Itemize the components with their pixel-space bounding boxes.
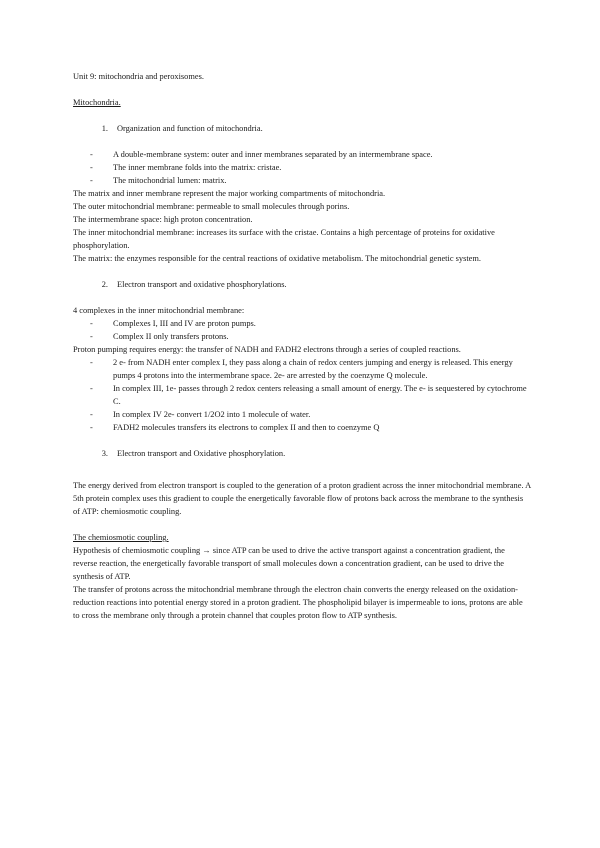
paragraph: 4 complexes in the inner mitochondrial membrane: <box>73 306 245 315</box>
paragraph: The matrix: the enzymes responsible for the central reactions of oxidative metabolism. The mitochondrial genetic system. <box>73 254 482 263</box>
paragraph: Proton pumping requires energy: the transfer of NADH and FADH2 electrons through a series of coupled reactions. <box>73 345 461 354</box>
bullet-list <box>73 317 531 343</box>
list-item: - A double-membrane system: outer and inner membranes separated by an intermembrane space. <box>90 150 433 159</box>
section-2-heading <box>73 278 531 291</box>
document-page <box>73 70 531 622</box>
paragraph: The intermembrane space: high proton concentration. <box>73 215 253 224</box>
paragraph: The energy derived from electron transport is coupled to the generation of a proton gradient across the inner mitochondrial membrane. A 5th protein complex uses this gradient to couple the energetically favorable flow of protons back across the membrane to the synthesis of ATP: chemiosmotic coupling. <box>73 481 531 516</box>
bullet-list <box>73 356 531 434</box>
document-title: Unit 9: mitochondria and peroxisomes. <box>73 72 204 81</box>
paragraph: The matrix and inner membrane represent the major working compartments of mitochondria. <box>73 189 386 198</box>
section-number: 1. <box>101 124 108 133</box>
paragraph: Hypothesis of chemiosmotic coupling → since ATP can be used to drive the active transport against a concentration gradient, the reverse reaction, the energetically favorable transport of small molecules down a concentration gradient, can be used to drive the synthesis of ATP. <box>73 546 505 581</box>
list-item: - Complex II only transfers protons. <box>90 332 229 341</box>
bullet-list <box>73 148 531 187</box>
list-item: - In complex IV 2e- convert 1/2O2 into 1 molecule of water. <box>90 410 311 419</box>
list-item: - In complex III, 1e- passes through 2 redox centers releasing a small amount of energy. The e- is sequestered by cytochrome C. <box>90 384 527 406</box>
paragraph: The inner mitochondrial membrane: increases its surface with the cristae. Contains a high percentage of proteins for oxidative phosphorylation. <box>73 228 495 250</box>
section-1-heading <box>73 122 531 135</box>
paragraph: The outer mitochondrial membrane: permeable to small molecules through porins. <box>73 202 350 211</box>
heading-mitochondria: Mitochondria. <box>73 98 121 107</box>
list-item: - Complexes I, III and IV are proton pumps. <box>90 319 256 328</box>
section-3-heading <box>73 447 531 460</box>
section-title: Electron transport and Oxidative phosphorylation. <box>117 449 286 458</box>
section-number: 2. <box>101 280 108 289</box>
section-title: Organization and function of mitochondria. <box>117 124 263 133</box>
heading-chemiosmotic: The chemiosmotic coupling. <box>73 533 169 542</box>
list-item: - 2 e- from NADH enter complex I, they pass along a chain of redox centers jumping and energy is released. This energy pumps 4 protons into the intermembrane space. 2e- are arrested by the coenzyme Q molecule. <box>90 358 513 380</box>
section-title: Electron transport and oxidative phosphorylations. <box>117 280 287 289</box>
paragraph: The transfer of protons across the mitochondrial membrane through the electron chain converts the energy released on the oxidation-reduction reactions into potential energy stored in a proton gradient. The phospholipid bilayer is impermeable to ions, protons are able to cross the membrane only through a protein channel that couples proton flow to ATP synthesis. <box>73 585 523 620</box>
list-item: - FADH2 molecules transfers its electrons to complex II and then to coenzyme Q <box>90 423 380 432</box>
list-item: - The mitochondrial lumen: matrix. <box>90 176 227 185</box>
list-item: - The inner membrane folds into the matrix: cristae. <box>90 163 282 172</box>
section-number: 3. <box>101 449 108 458</box>
